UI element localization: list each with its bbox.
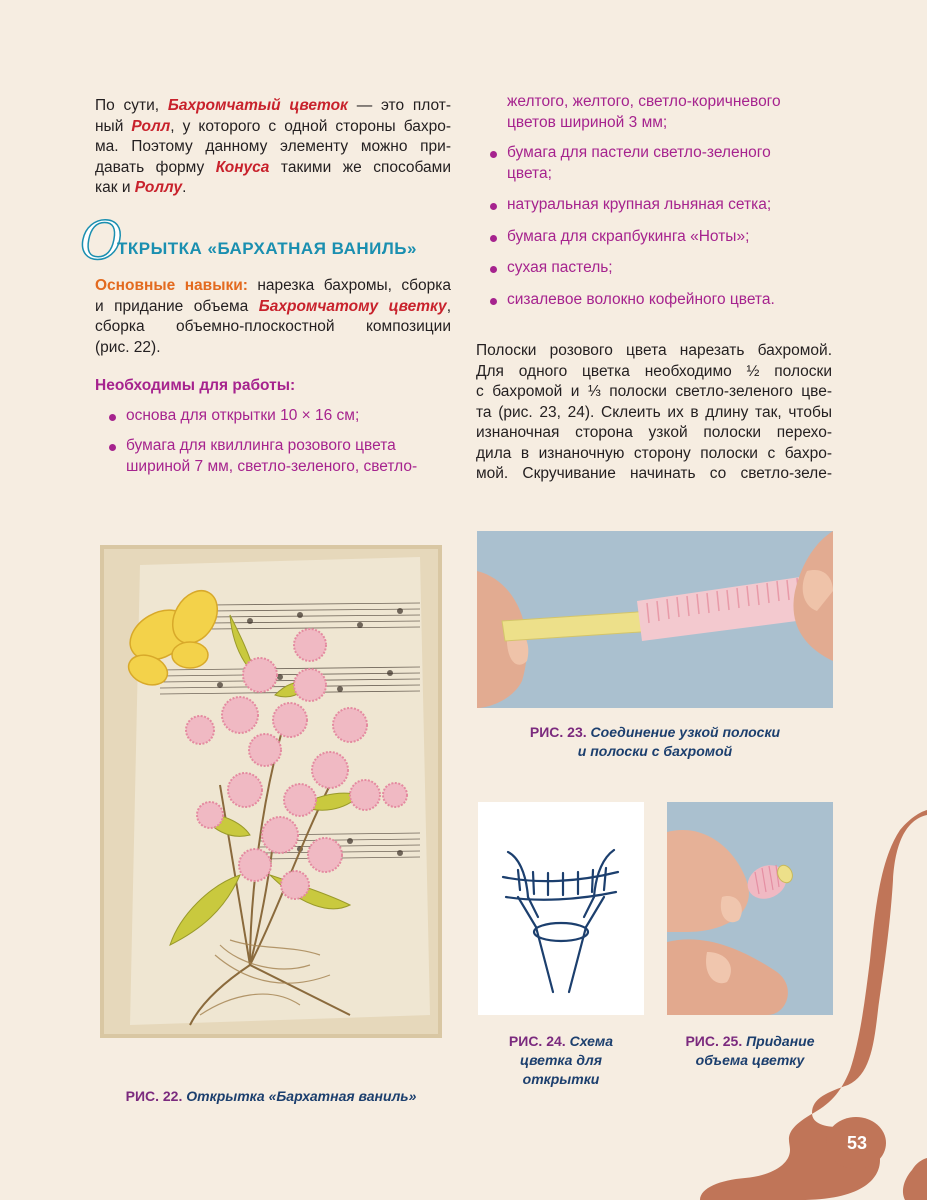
- skills-line: [95, 276, 451, 297]
- materials-title: Необходимы для работы:: [95, 377, 296, 394]
- figure-24-schematic: [478, 802, 644, 1015]
- text: ,: [446, 297, 451, 315]
- text: , у которого с одной стороны бахро-: [170, 117, 451, 135]
- skills-line: (рис. 22).: [95, 338, 161, 356]
- figure-number: РИС. 25.: [685, 1033, 743, 1049]
- materials-list: [476, 143, 832, 310]
- list-item: [476, 143, 832, 164]
- bullet-icon: [490, 203, 497, 210]
- bullet-icon: [490, 151, 497, 158]
- materials-list: [95, 406, 451, 478]
- intro-paragraph-line: [95, 178, 451, 199]
- heading-text: ТКРЫТКА «БАРХАТНАЯ ВАНИЛЬ»: [117, 239, 417, 258]
- list-item: [476, 227, 832, 248]
- page-number: 53: [846, 1133, 868, 1153]
- text: По сути,: [95, 97, 168, 114]
- text: такими же способами: [269, 158, 451, 176]
- figure-24-caption: [478, 1032, 644, 1089]
- caption-text: открытки: [522, 1071, 600, 1087]
- figure-25-caption: [667, 1032, 833, 1070]
- list-item: [95, 436, 451, 457]
- term-roll: Ролл: [131, 117, 171, 135]
- text: цвета;: [507, 164, 552, 182]
- figure-number: РИС. 24.: [508, 1033, 566, 1049]
- caption-line: [478, 1032, 644, 1051]
- text: бумага для скрапбукинга «Ноты»;: [507, 227, 750, 245]
- heading-initial: О: [80, 212, 123, 272]
- text: основа для открытки 10 × 16 см;: [126, 406, 360, 424]
- text: .: [182, 179, 187, 196]
- body-line: Полоски розового цвета нарезать бахромой.: [476, 342, 832, 359]
- body-line: та (рис. 23, 24). Склеить их в длину так, чтобы: [476, 403, 832, 421]
- list-item-continued: [476, 164, 832, 185]
- bullet-icon: [490, 235, 497, 242]
- text: давать форму: [95, 158, 216, 176]
- term-fringed-flower: Бахромчатому цветку: [258, 297, 447, 315]
- caption-text: Соединение узкой полоски: [590, 724, 781, 740]
- body-line: с бахромой и ⅓ полоски светло-зеленого цве-: [476, 383, 832, 400]
- caption-line: [667, 1032, 833, 1051]
- text: сухая пастель;: [507, 259, 613, 276]
- term-roll: Роллу: [134, 179, 183, 196]
- list-item: [95, 406, 451, 427]
- caption-text: Схема: [569, 1033, 614, 1049]
- figure-23-photo: [477, 531, 833, 708]
- text: натуральная крупная льняная сетка;: [507, 196, 772, 213]
- body-line: Для одного цветка необходимо ½ полоски: [476, 362, 832, 380]
- text: шириной 7 мм, светло-зеленого, светло-: [126, 457, 418, 475]
- intro-paragraph-line: ма. Поэтому данному элементу можно при-: [95, 138, 451, 155]
- skills-block: [95, 276, 451, 477]
- text: бумага для пастели светло-зеленого: [507, 144, 771, 161]
- card-illustration: [100, 545, 442, 1038]
- text: как и: [95, 179, 135, 196]
- skills-label: Основные навыки:: [95, 277, 248, 294]
- left-column: [95, 96, 451, 199]
- body-line: дила в изнаночную сторону полоски с бахро-: [476, 444, 832, 462]
- section-heading: [80, 212, 460, 272]
- caption-text: объема цветку: [695, 1052, 805, 1068]
- list-item-continued: цветов шириной 3 мм;: [507, 113, 668, 131]
- caption-text: цветка для: [520, 1052, 602, 1068]
- right-column: [476, 92, 832, 485]
- list-item-continued: [95, 457, 451, 478]
- intro-paragraph-line: [95, 96, 451, 117]
- text: и придание объема: [95, 297, 259, 315]
- caption-text: Придание: [746, 1033, 815, 1049]
- figure-number: РИС. 22.: [125, 1088, 183, 1104]
- text: сизалевое волокно кофейного цвета.: [507, 290, 775, 308]
- body-line: мой. Скручивание начинать со светло-зеле-: [476, 465, 832, 482]
- intro-paragraph-line: [95, 158, 451, 179]
- figure-22-card-photo: [100, 545, 442, 1038]
- text: — это плот-: [347, 97, 451, 114]
- figure-23-caption: [477, 723, 833, 761]
- caption-text: и полоски с бахромой: [577, 743, 733, 759]
- bullet-icon: [109, 414, 116, 421]
- bullet-icon: [490, 298, 497, 305]
- list-item: [476, 195, 832, 216]
- figure-22-caption: [100, 1087, 442, 1106]
- flower-scheme-diagram: [478, 802, 644, 1015]
- shaping-flower-illustration: [667, 802, 833, 1015]
- caption-line: [477, 723, 833, 742]
- term-fringed-flower: Бахромчатый цветок: [167, 97, 348, 114]
- list-item-continued: желтого, желтого, светло-коричневого: [507, 93, 781, 110]
- strip-joining-illustration: [477, 531, 833, 708]
- skills-line: [95, 297, 451, 318]
- bullet-icon: [109, 444, 116, 451]
- figure-25-photo: [667, 802, 833, 1015]
- bullet-icon: [490, 266, 497, 273]
- term-cone: Конуса: [215, 158, 270, 176]
- caption-text: Открытка «Бархатная ваниль»: [186, 1088, 417, 1104]
- text: ный: [95, 117, 132, 135]
- list-item: [476, 258, 832, 279]
- body-paragraph: [476, 341, 832, 485]
- text: бумага для квиллинга розового цвета: [126, 437, 396, 454]
- skills-line: сборка объемно-плоскостной композиции: [95, 318, 451, 335]
- body-line: изнаночная сторона узкой полоски перехо-: [476, 424, 832, 441]
- intro-paragraph-line: [95, 117, 451, 138]
- text: нарезка бахромы, сборка: [247, 277, 451, 294]
- figure-number: РИС. 23.: [529, 724, 587, 740]
- list-item: [476, 290, 832, 311]
